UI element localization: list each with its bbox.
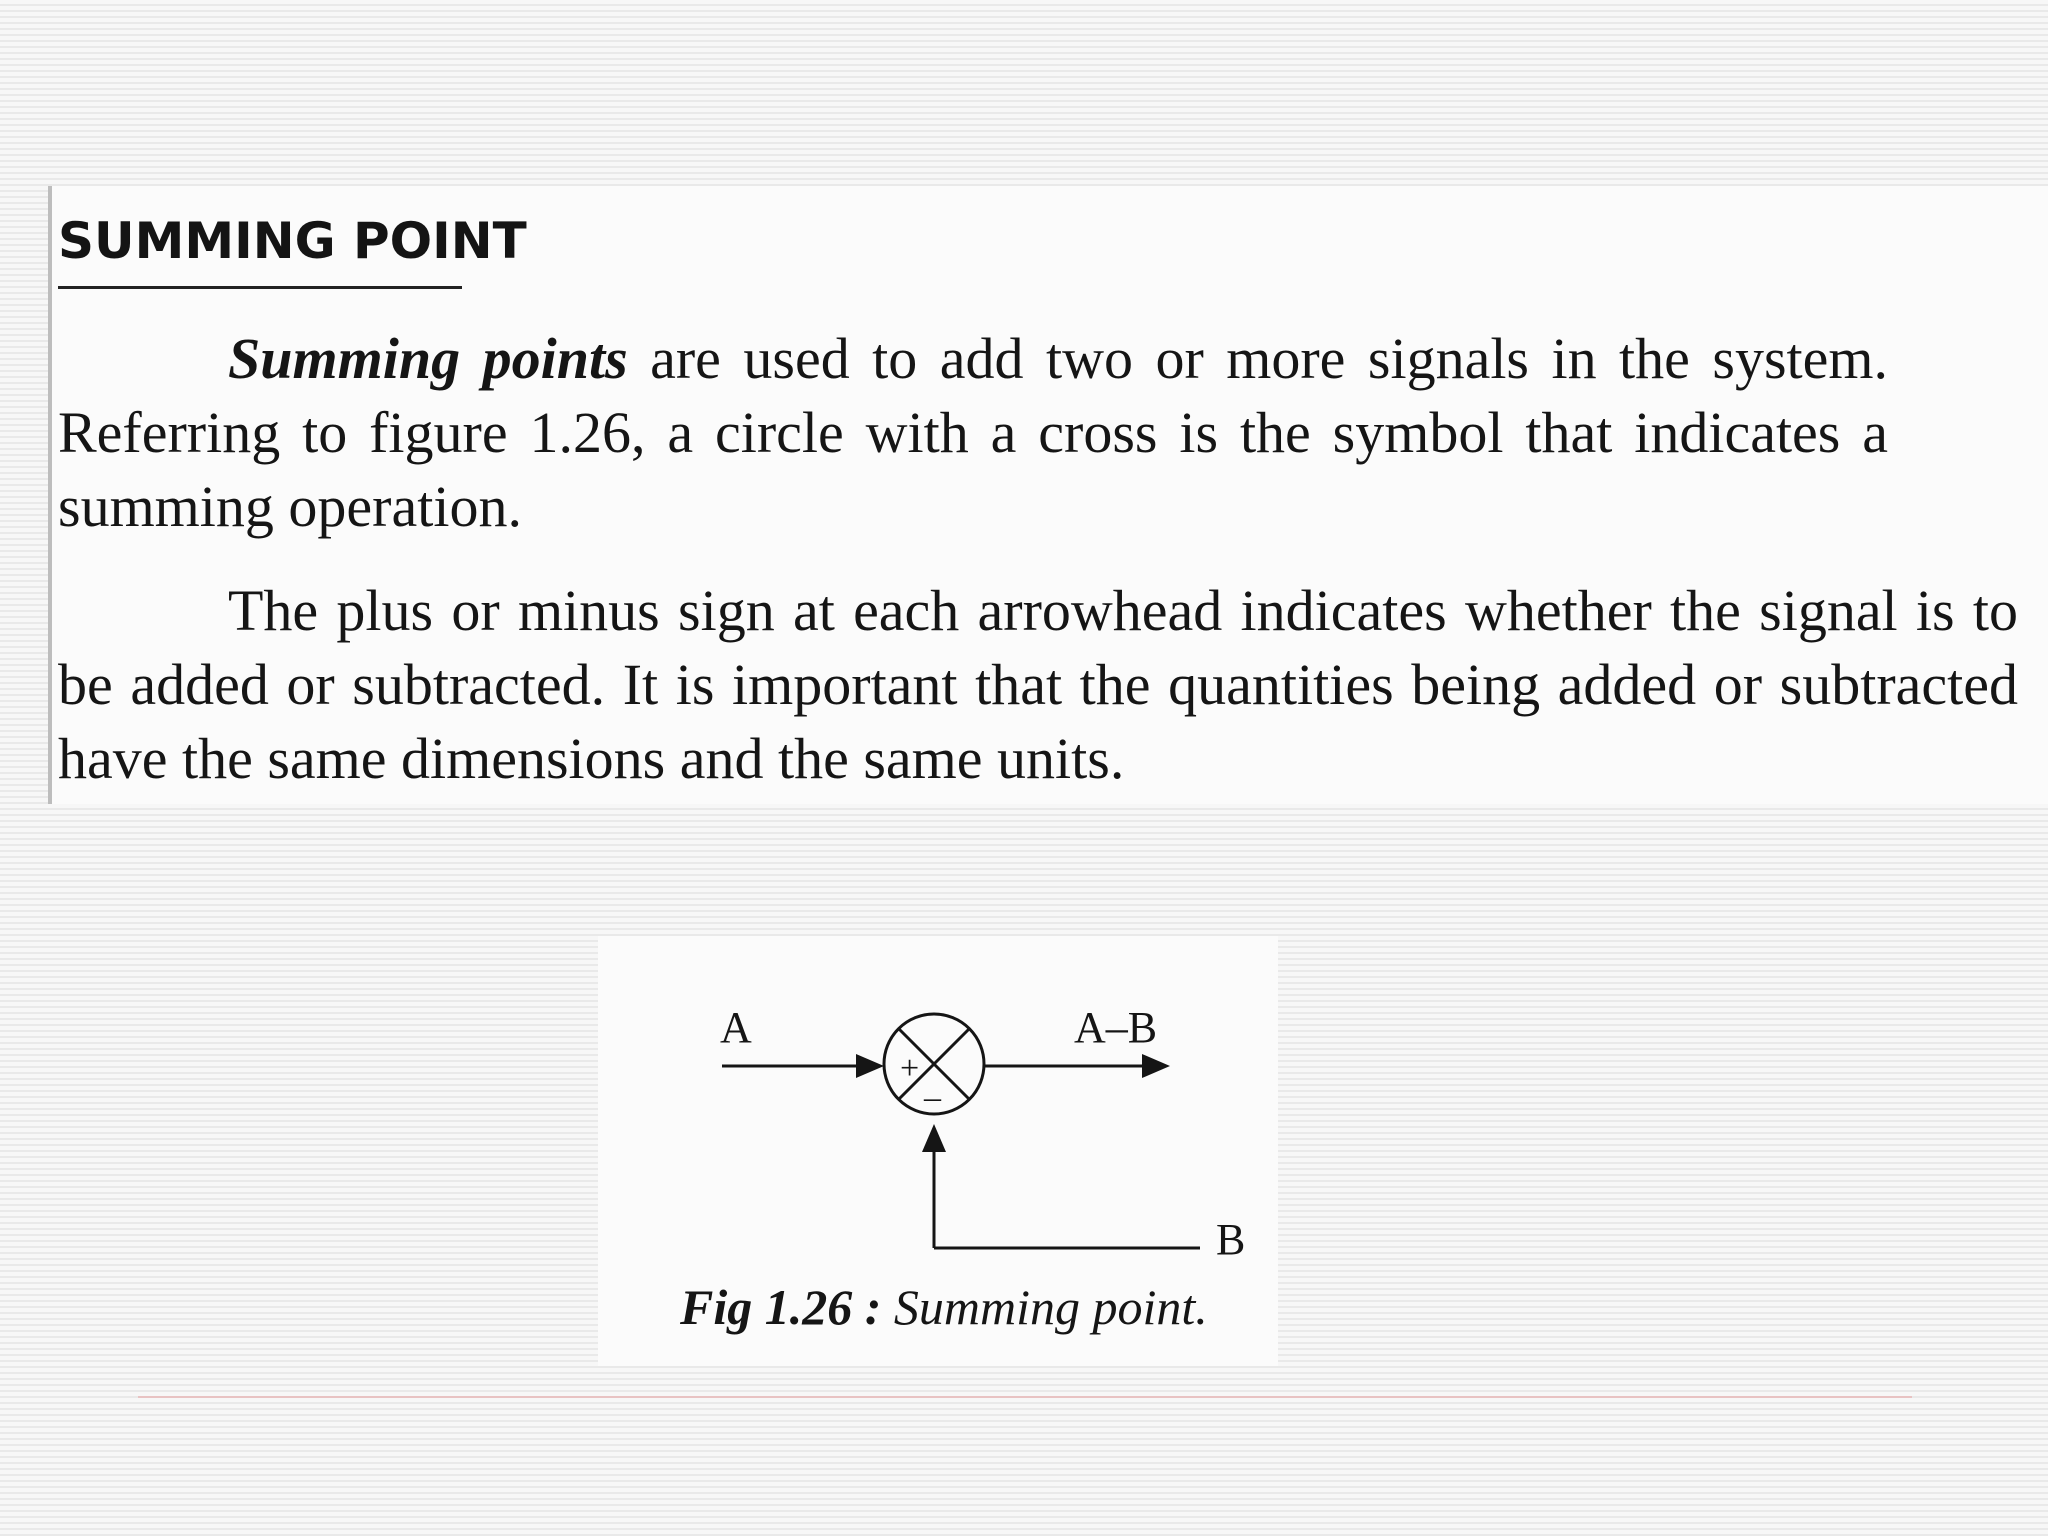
paragraph-1-text: are used to add two or more signals in the system. Referring to figure 1.26, a circle with a cross is the symbol that indicates a summing operation.	[58, 326, 1889, 539]
footer-divider	[138, 1396, 1912, 1398]
paragraph-2-text: The plus or minus sign at each arrowhead indicates whether the signal is to be added or subtracted. It is important that the quantities being added or subtracted have the same dimensions and the same units.	[58, 578, 2018, 791]
input-a-arrowhead	[856, 1054, 884, 1078]
plus-sign: +	[900, 1050, 920, 1087]
figure-caption-label: Fig 1.26 :	[680, 1279, 882, 1335]
paragraph-signs	[58, 574, 2018, 796]
input-a-label: A	[720, 1003, 752, 1052]
heading-underline	[58, 286, 462, 289]
summing-point-figure	[598, 936, 1278, 1366]
figure-caption-text: Summing point.	[893, 1279, 1208, 1335]
key-term: Summing points	[228, 326, 628, 391]
input-b-arrowhead	[922, 1124, 946, 1152]
input-b-label: B	[1216, 1215, 1246, 1264]
paragraph-summing-points	[58, 322, 1888, 544]
minus-sign: –	[924, 1079, 941, 1116]
section-heading: SUMMING POINT	[58, 212, 527, 270]
scanned-text-block	[48, 186, 2048, 804]
output-arrowhead	[1142, 1054, 1170, 1078]
figure-caption	[680, 1279, 1208, 1335]
output-label: A–B	[1074, 1003, 1158, 1052]
